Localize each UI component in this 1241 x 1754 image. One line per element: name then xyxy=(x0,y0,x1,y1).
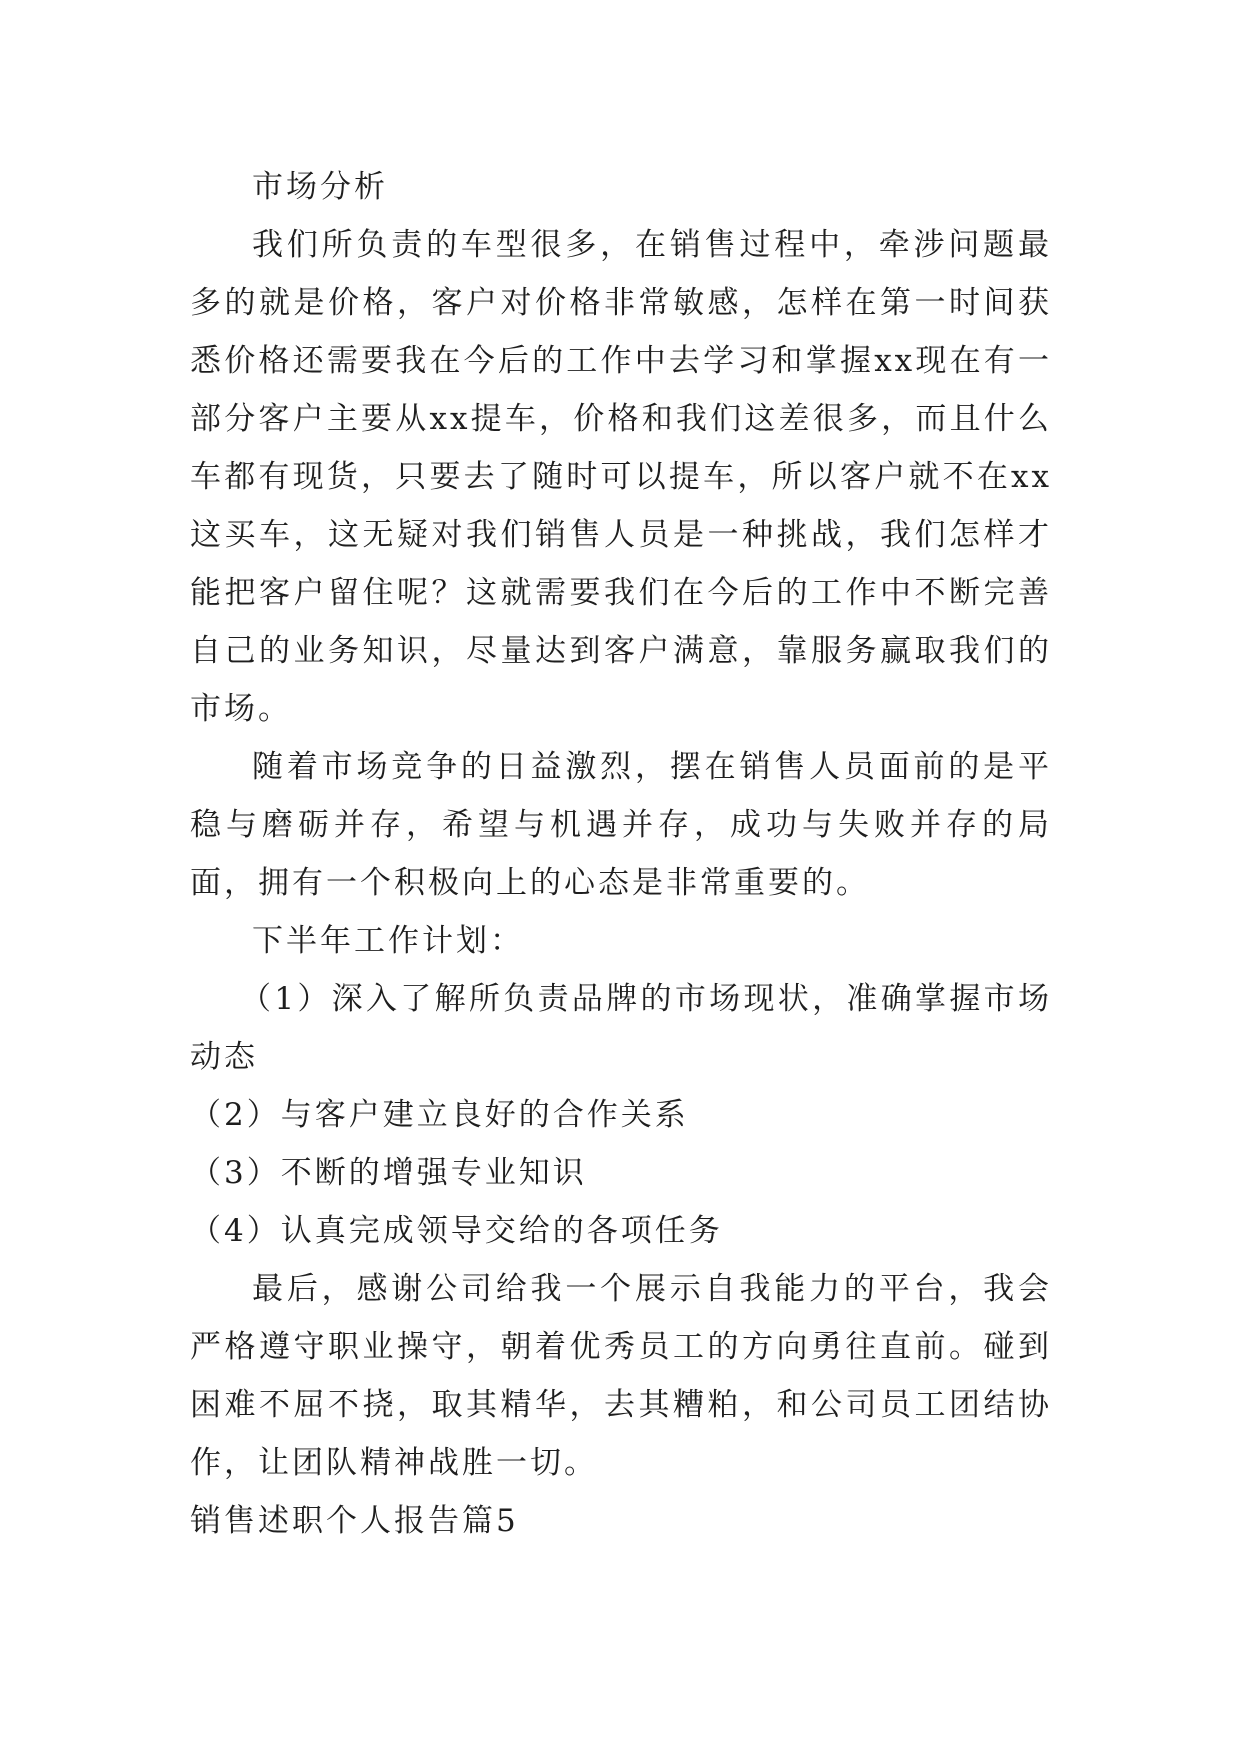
paragraph-competition: 随着市场竞争的日益激烈，摆在销售人员面前的是平稳与磨砺并存，希望与机遇并存，成功与失败并存的局面，拥有一个积极向上的心态是非常重要的。 xyxy=(190,749,1052,901)
plan-item-2: （2）与客户建立良好的合作关系 xyxy=(190,1097,689,1133)
plan-item-3: （3）不断的增强专业知识 xyxy=(190,1155,587,1191)
plan-heading: 下半年工作计划： xyxy=(252,923,524,959)
closing-paragraph: 最后，感谢公司给我一个展示自我能力的平台，我会严格遵守职业操守，朝着优秀员工的方向勇往直前。碰到困难不屈不挠，取其精华，去其糟粕，和公司员工团结协作，让团队精神战胜一切。 xyxy=(190,1271,1052,1481)
market-analysis-heading: 市场分析 xyxy=(252,169,388,205)
paragraph-pricing: 我们所负责的车型很多，在销售过程中，牵涉问题最多的就是价格，客户对价格非常敏感，怎样在第一时间获悉价格还需要我在今后的工作中去学习和掌握xx现在有一部分客户主要从xx提车，价格和我们这差很多，而且什么车都有现货，只要去了随时可以提车，所以客户就不在xx这买车，这无疑对我们销售人员是一种挑战，我们怎样才能把客户留住呢？这就需要我们在今后的工作中不断完善自己的业务知识，尽量达到客户满意，靠服务赢取我们的市场。 xyxy=(190,227,1052,727)
next-section-title: 销售述职个人报告篇5 xyxy=(190,1503,519,1539)
plan-item-1: （1）深入了解所负责品牌的市场现状，准确掌握市场动态 xyxy=(190,981,1052,1075)
plan-item-4: （4）认真完成领导交给的各项任务 xyxy=(190,1213,723,1249)
document-body xyxy=(190,158,1052,1492)
